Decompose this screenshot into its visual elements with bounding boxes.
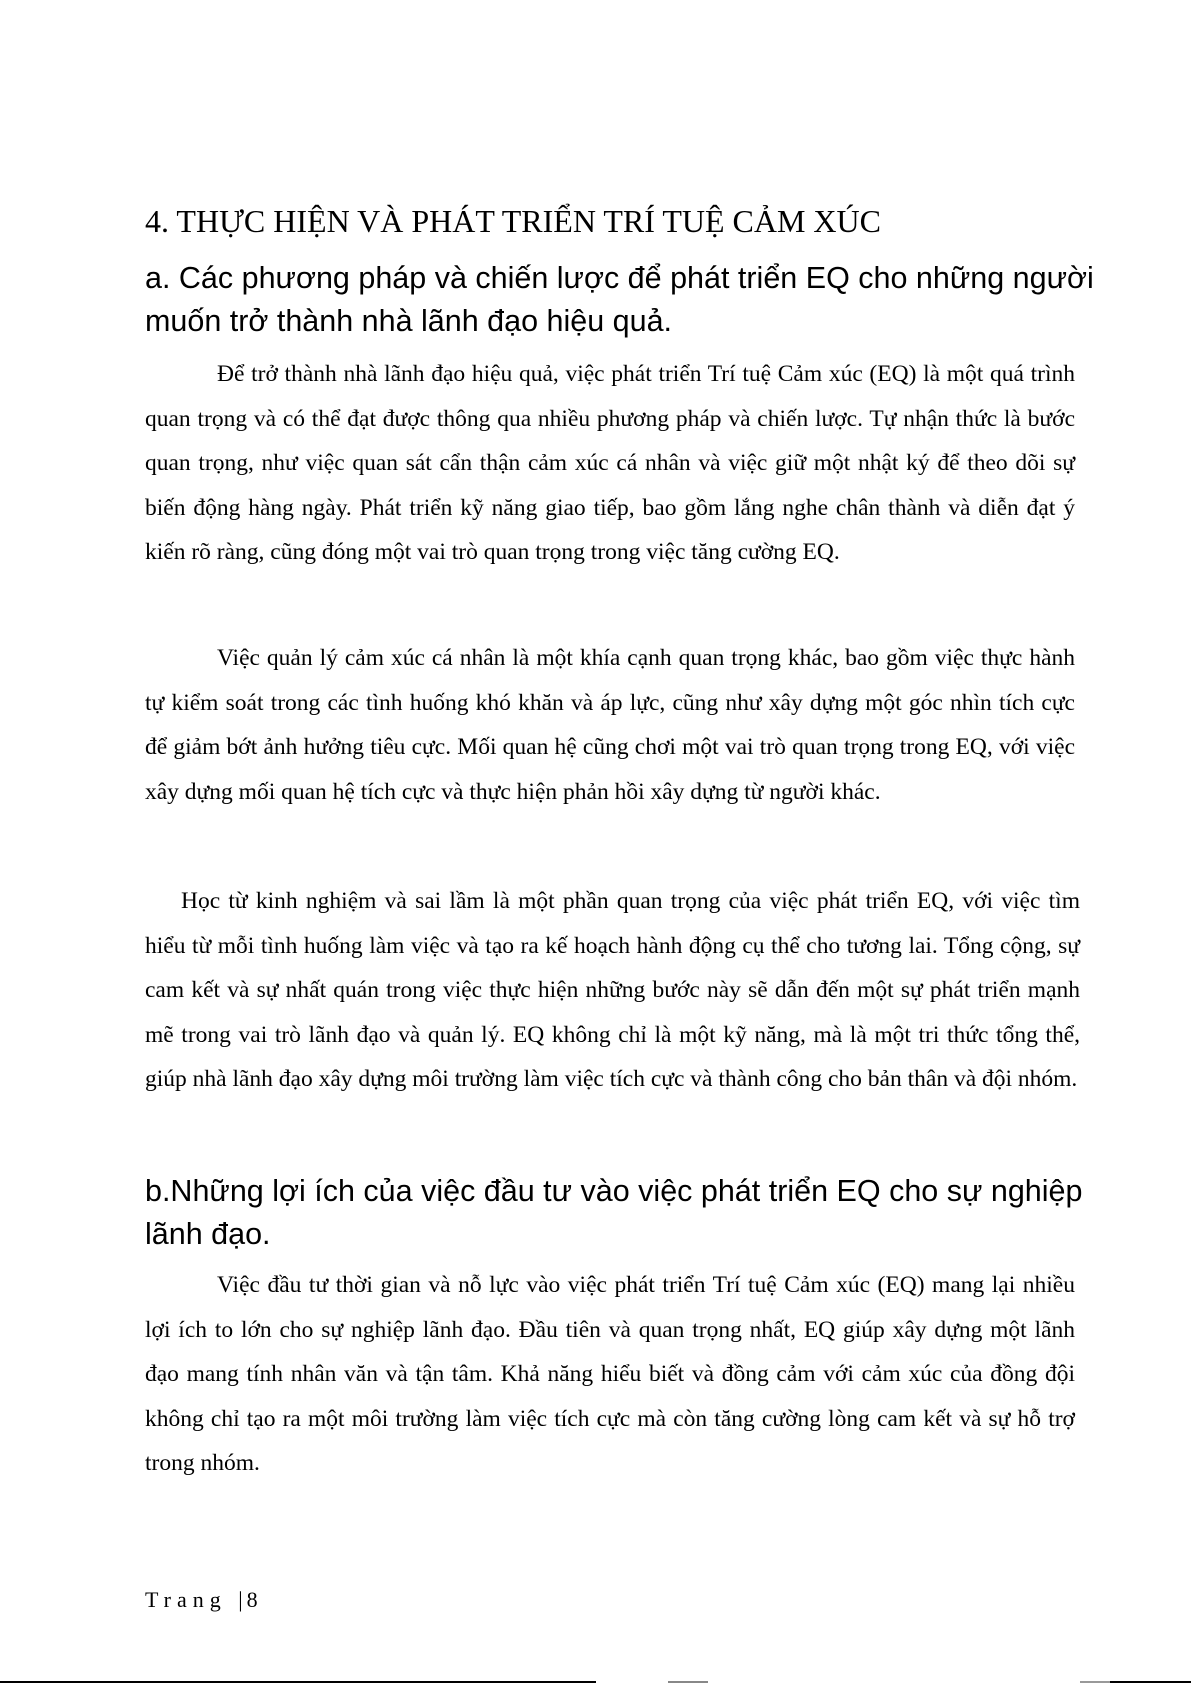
page-footer: [145, 1586, 258, 1614]
footer-page-number: 8: [246, 1587, 258, 1612]
paragraph-a-1: Để trở thành nhà lãnh đạo hiệu quả, việc phát triển Trí tuệ Cảm xúc (EQ) là một quá trình quan trọng và có thể đạt được thông qua nhiều phương pháp và chiến lược. Tự nhận thức là bước quan trọng, như việc quan sát cẩn thận cảm xúc cá nhân và việc giữ một nhật ký để theo dõi sự biến động hàng ngày. Phát triển kỹ năng giao tiếp, bao gồm lắng nghe chân thành và diễn đạt ý kiến rõ ràng, cũng đóng một vai trò quan trọng trong việc tăng cường EQ.: [145, 361, 1075, 566]
footer-separator: |: [238, 1587, 243, 1612]
footer-label: Trang: [145, 1587, 227, 1612]
paragraph-b-1: Việc đầu tư thời gian và nỗ lực vào việc phát triển Trí tuệ Cảm xúc (EQ) mang lại nhiều lợi ích to lớn cho sự nghiệp lãnh đạo. Đầu tiên và quan trọng nhất, EQ giúp xây dựng một lãnh đạo mang tính nhân văn và tận tâm. Khả năng hiểu biết và đồng cảm với cảm xúc của đồng đội không chỉ tạo ra một môi trường làm việc tích cực mà còn tăng cường lòng cam kết và sự hỗ trợ trong nhóm.: [145, 1272, 1075, 1477]
paragraph-a-3: Học từ kinh nghiệm và sai lầm là một phần quan trọng của việc phát triển EQ, với việc tìm hiểu từ mỗi tình huống làm việc và tạo ra kế hoạch hành động cụ thể cho tương lai. Tổng cộng, sự cam kết và sự nhất quán trong việc thực hiện những bước này sẽ dẫn đến một sự phát triển mạnh mẽ trong vai trò lãnh đạo và quản lý. EQ không chỉ là một kỹ năng, mà là một tri thức tổng thể, giúp nhà lãnh đạo xây dựng môi trường làm việc tích cực và thành công cho bản thân và đội nhóm.: [145, 888, 1080, 1093]
bottom-divider-mark: [1080, 1681, 1110, 1683]
bottom-divider: [0, 1681, 1191, 1683]
subsection-a-title: a. Các phương pháp và chiến lược để phát triển EQ cho những người muốn trở thành nhà lãnh đạo hiệu quả.: [145, 261, 1094, 338]
paragraph-a-2: Việc quản lý cảm xúc cá nhân là một khía cạnh quan trọng khác, bao gồm việc thực hành tự kiểm soát trong các tình huống khó khăn và áp lực, cũng như xây dựng một góc nhìn tích cực để giảm bớt ảnh hưởng tiêu cực. Mối quan hệ cũng chơi một vai trò quan trọng trong EQ, với việc xây dựng mối quan hệ tích cực và thực hiện phản hồi xây dựng từ người khác.: [145, 645, 1075, 805]
bottom-divider-mark: [668, 1681, 708, 1683]
subsection-b-title: b.Những lợi ích của việc đầu tư vào việc phát triển EQ cho sự nghiệp lãnh đạo.: [145, 1174, 1083, 1251]
section-title: 4. THỰC HIỆN VÀ PHÁT TRIỂN TRÍ TUỆ CẢM XÚC: [145, 203, 881, 239]
